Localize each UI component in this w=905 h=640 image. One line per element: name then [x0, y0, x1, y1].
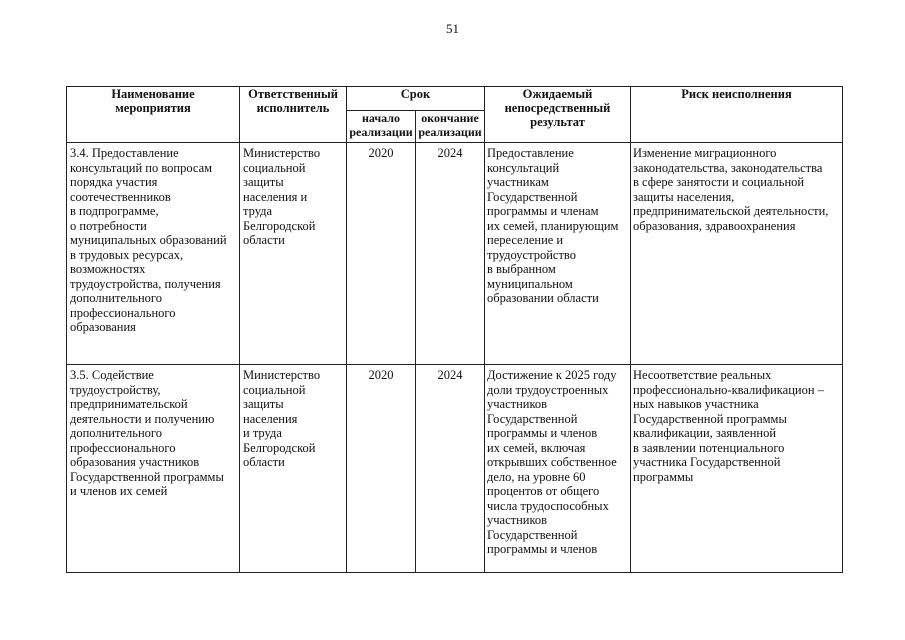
- header-term: Срок: [347, 87, 485, 111]
- start-year-cell: 2020: [347, 143, 416, 365]
- responsible-cell: Министерство социальной защиты населения и труда Белгородской области: [240, 143, 347, 365]
- responsible-cell: Министерство социальной защиты населения и труда Белгородской области: [240, 365, 347, 573]
- start-year-cell: 2020: [347, 365, 416, 573]
- table-row: [67, 365, 843, 573]
- measure-name-cell: 3.4. Предоставление консультаций по вопросам порядка участия соотечественников в подпрограмме, о потребности муниципальных образований в трудовых ресурсах, возможностях трудоустройства, получения дополнительного профессионального образования: [67, 143, 240, 365]
- header-risk: Риск неисполнения: [631, 87, 843, 143]
- header-measure-name: Наименование мероприятия: [67, 87, 240, 143]
- table-row: [67, 143, 843, 365]
- header-start: начало реализации: [347, 110, 416, 142]
- header-end: окончание реализации: [416, 110, 485, 142]
- page-number: 51: [446, 21, 459, 36]
- measure-name-cell: 3.5. Содействие трудоустройству, предпринимательской деятельности и получению дополнительного профессионального образования участников Государственной программы и членов их семей: [67, 365, 240, 573]
- end-year-cell: 2024: [416, 365, 485, 573]
- action-plan-table: [66, 86, 843, 573]
- risk-cell: Несоответствие реальных профессионально-квалификацион – ных навыков участника Государственной программы квалификации, заявленной в заявлении потенциального участника Государственной программы: [631, 365, 843, 573]
- expected-result-cell: Достижение к 2025 году доли трудоустроенных участников Государственной программы и членов их семей, включая открывших собственное дело, на уровне 60 процентов от общего числа трудоспособных участников Государственной программы и членов: [485, 365, 631, 573]
- header-responsible: Ответственный исполнитель: [240, 87, 347, 143]
- header-expected-result: Ожидаемый непосредственный результат: [485, 87, 631, 143]
- risk-cell: Изменение миграционного законодательства, законодательства в сфере занятости и социальной защиты населения, предпринимательской деятельности, образования, здравоохранения: [631, 143, 843, 365]
- end-year-cell: 2024: [416, 143, 485, 365]
- expected-result-cell: Предоставление консультаций участникам Государственной программы и членам их семей, планирующим переселение и трудоустройство в выбранном муниципальном образовании области: [485, 143, 631, 365]
